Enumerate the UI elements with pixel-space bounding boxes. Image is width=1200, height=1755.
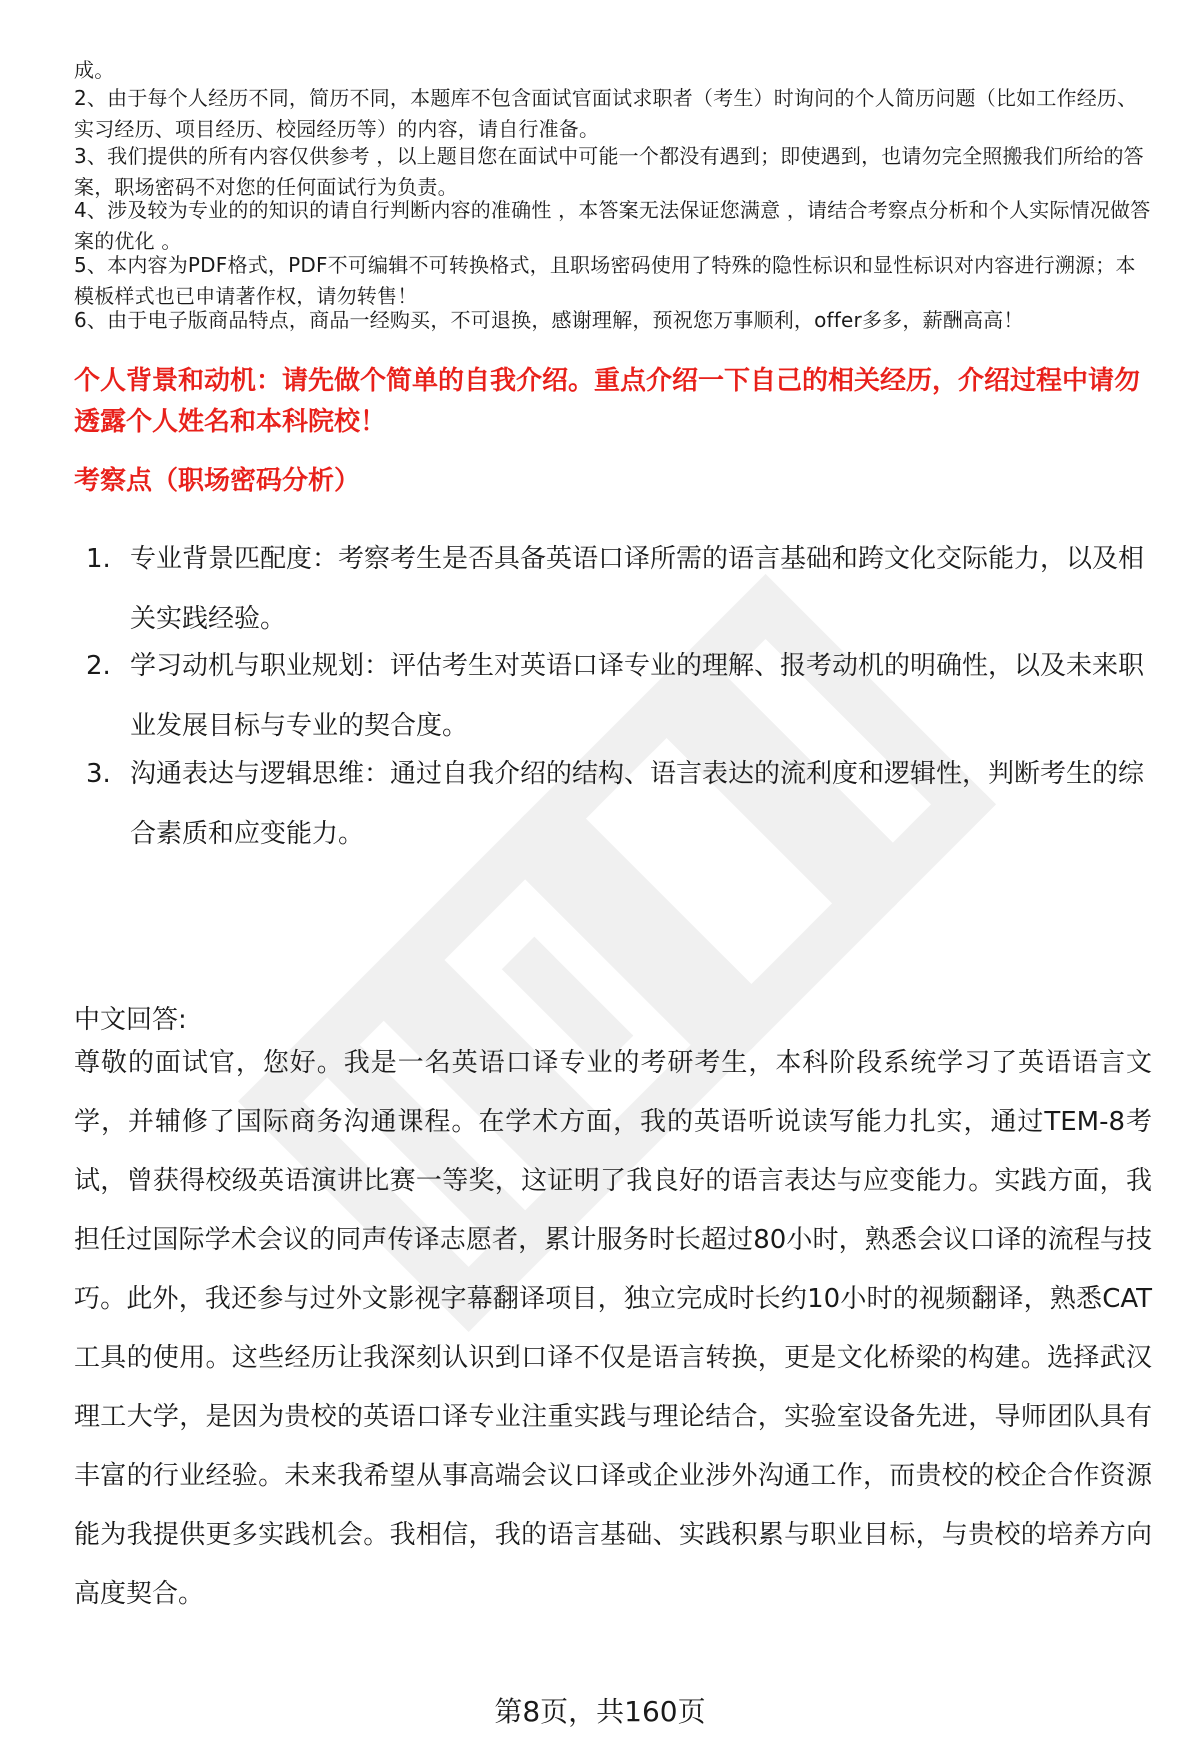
answer-body: 尊敬的面试官，您好。我是一名英语口译专业的考研考生，本科阶段系统学习了英语语言文学，并辅修了国际商务沟通课程。在学术方面，我的英语听说读写能力扎实，通过TEM-8考试，曾获得校级英语演讲比赛一等奖，这证明了我良好的语言表达与应变能力。实践方面，我担任过国际学术会议的同声传译志愿者，累计服务时长超过80小时，熟悉会议口译的流程与技巧。此外，我还参与过外文影视字幕翻译项目，独立完成时长约10小时的视频翻译，熟悉CAT工具的使用。这些经历让我深刻认识到口译不仅是语言转换，更是文化桥梁的构建。选择武汉理工大学，是因为贵校的英语口译专业注重实践与理论结合，实验室设备先进，导师团队具有丰富的行业经验。未来我希望从事高端会议口译或企业涉外沟通工作，而贵校的校企合作资源能为我提供更多实践机会。我相信，我的语言基础、实践积累与职业目标，与贵校的培养方向高度契合。: [74, 1048, 1152, 1609]
analysis-point-text: 沟通表达与逻辑思维：通过自我介绍的结构、语言表达的流利度和逻辑性，判断考生的综合素质和应变能力。: [130, 759, 1145, 849]
question-heading: 个人背景和动机：请先做个简单的自我介绍。重点介绍一下自己的相关经历，介绍过程中请勿透露个人姓名和本科院校！: [74, 366, 1141, 437]
analysis-point-text: 学习动机与职业规划：评估考生对英语口译专业的理解、报考动机的明确性，以及未来职业发展目标与专业的契合度。: [130, 651, 1145, 741]
analysis-point-number: 1.: [86, 544, 111, 574]
page-number: 第8页，共160页: [494, 1695, 706, 1728]
notice-5: 5、本内容为PDF格式，PDF不可编辑不可转换格式，且职场密码使用了特殊的隐性标识和显性标识对内容进行溯源；本模板样式也已申请著作权，请勿转售！: [74, 253, 1136, 308]
analysis-point-text: 专业背景匹配度：考察考生是否具备英语口译所需的语言基础和跨文化交际能力，以及相关实践经验。: [130, 544, 1145, 634]
analysis-point-number: 2.: [86, 651, 111, 681]
notice-4: 4、涉及较为专业的的知识的请自行判断内容的准确性 ，本答案无法保证您满意 ，请结合考察点分析和个人实际情况做答案的优化 。: [74, 198, 1151, 253]
notice-1: 成。: [74, 58, 115, 82]
notice-2: 2、由于每个人经历不同，简历不同，本题库不包含面试官面试求职者（考生）时询问的个人简历问题（比如工作经历、实习经历、项目经历、校园经历等）的内容，请自行准备。: [74, 86, 1138, 141]
notice-3: 3、我们提供的所有内容仅供参考 ，以上题目您在面试中可能一个都没有遇到；即使遇到，也请勿完全照搬我们所给的答案，职场密码不对您的任何面试行为负责。: [74, 144, 1144, 199]
notice-6: 6、由于电子版商品特点，商品一经购买，不可退换，感谢理解，预祝您万事顺利，offer多多，薪酬高高！: [74, 308, 1024, 332]
analysis-title: 考察点（职场密码分析）: [74, 466, 361, 496]
analysis-point-number: 3.: [86, 759, 111, 789]
answer-label: 中文回答:: [74, 1005, 187, 1035]
